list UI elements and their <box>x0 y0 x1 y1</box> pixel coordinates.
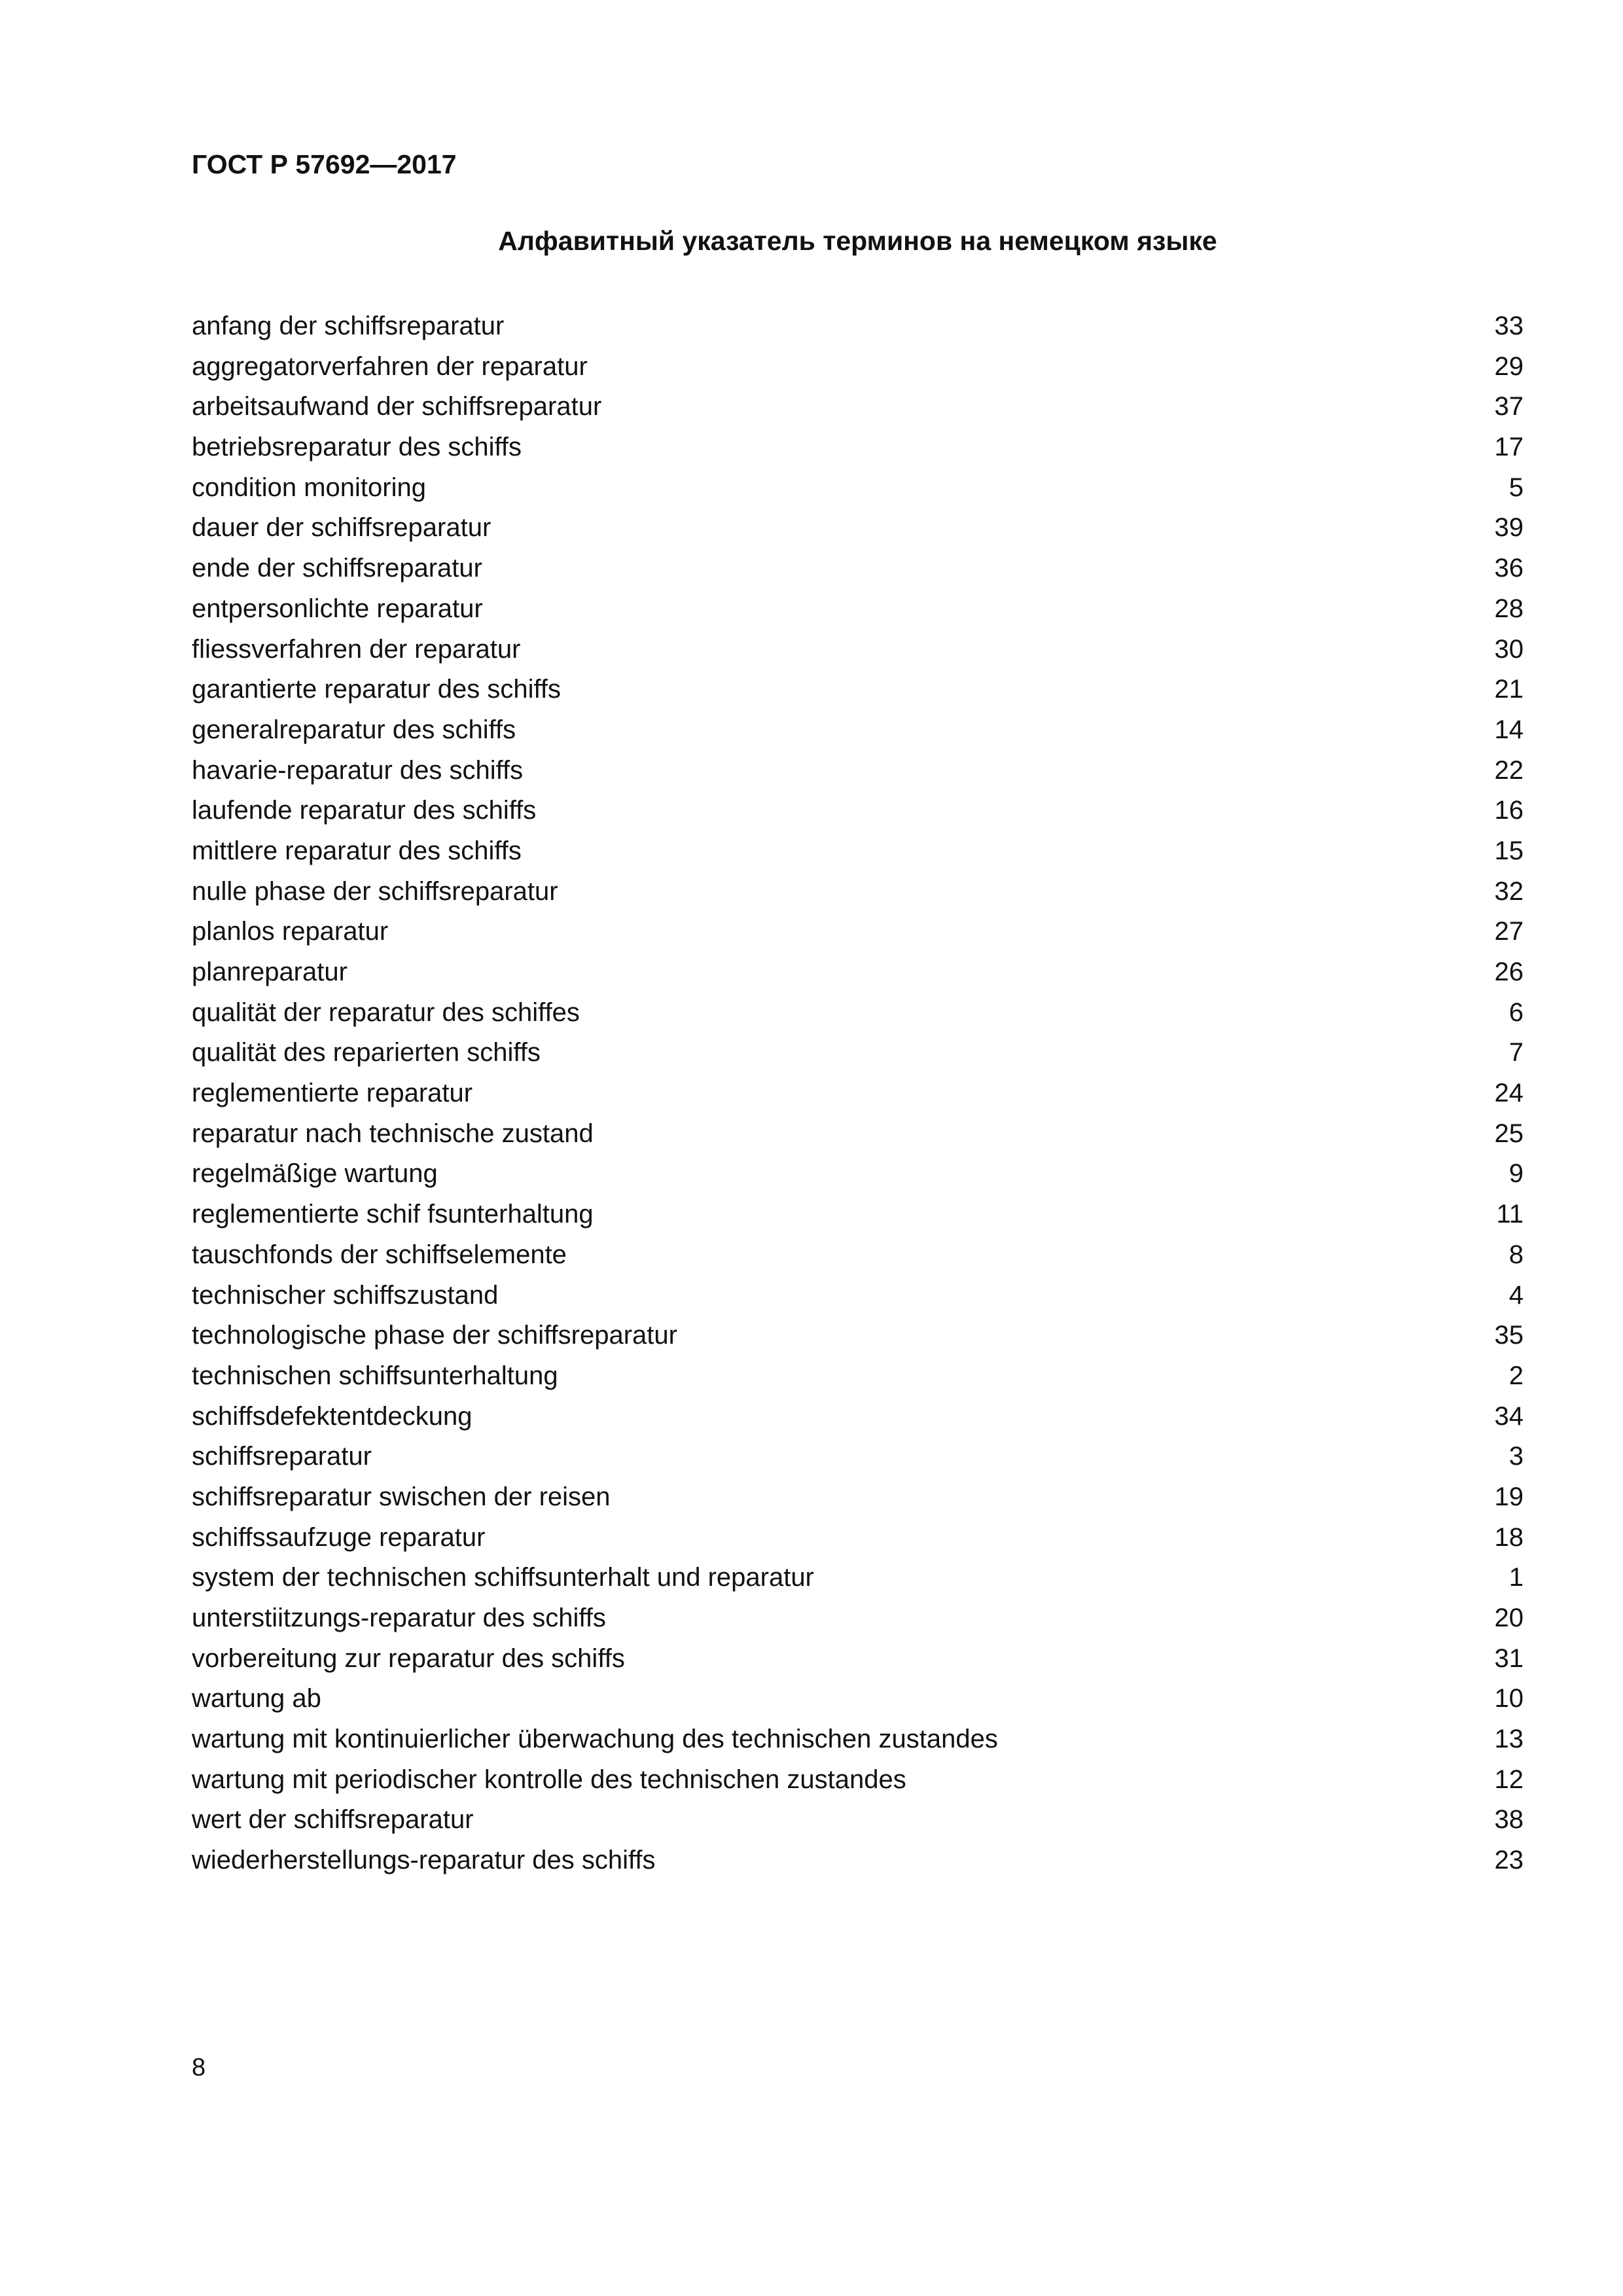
index-entry <box>192 390 1524 431</box>
index-term: reparatur nach technische zustand <box>192 1119 594 1148</box>
index-entry <box>192 1480 1524 1521</box>
index-term: qualität des reparierten schiffs <box>192 1038 541 1067</box>
index-entry <box>192 915 1524 956</box>
index-term-number: 30 <box>1494 634 1524 664</box>
index-term: qualität der reparatur des schiffes <box>192 997 580 1027</box>
index-term: planlos reparatur <box>192 917 389 946</box>
index-entry <box>192 1238 1524 1279</box>
index-entry <box>192 310 1524 350</box>
index-term-number: 6 <box>1508 997 1524 1027</box>
index-term: wartung mit kontinuierlicher überwachung des technischen zustandes <box>192 1725 998 1754</box>
index-term: wartung mit periodischer kontrolle des technischen zustandes <box>192 1765 906 1794</box>
index-entry <box>192 1359 1524 1400</box>
index-term-number: 10 <box>1494 1684 1524 1713</box>
index-term: condition monitoring <box>192 473 426 502</box>
index-term: reglementierte reparatur <box>192 1079 473 1108</box>
index-term: havarie-reparatur des schiffs <box>192 755 524 785</box>
index-term: fliessverfahren der reparatur <box>192 634 521 664</box>
index-term-number: 25 <box>1494 1119 1524 1148</box>
index-term: anfang der schiffsreparatur <box>192 312 505 340</box>
page-number: 8 <box>192 2054 206 2081</box>
index-entry <box>192 1642 1524 1683</box>
index-term-number: 19 <box>1494 1482 1524 1511</box>
index-term-number: 32 <box>1494 876 1524 906</box>
index-entry <box>192 633 1524 673</box>
index-term: betriebsreparatur des schiffs <box>192 433 522 462</box>
index-entry <box>192 431 1524 471</box>
index-term-number: 4 <box>1508 1280 1524 1310</box>
index-term-number: 17 <box>1494 433 1524 462</box>
index-entry <box>192 592 1524 633</box>
index-entry <box>192 834 1524 875</box>
index-term-number: 29 <box>1494 351 1524 381</box>
index-term-number: 9 <box>1508 1159 1524 1189</box>
index-term-number: 24 <box>1494 1079 1524 1108</box>
index-entry <box>192 1844 1524 1884</box>
index-term: entpersonlichte reparatur <box>192 594 483 623</box>
index-term-number: 39 <box>1494 513 1524 543</box>
index-entry <box>192 794 1524 834</box>
index-term-number: 23 <box>1494 1846 1524 1875</box>
page-title: Алфавитный указатель терминов на немецком языке <box>498 226 1217 256</box>
index-entry <box>192 1077 1524 1117</box>
index-term: vorbereitung zur reparatur des schiffs <box>192 1643 625 1673</box>
index-term: ende der schiffsreparatur <box>192 554 482 583</box>
index-term-number: 28 <box>1494 594 1524 623</box>
index-entry <box>192 511 1524 552</box>
index-entry <box>192 673 1524 713</box>
index-term: laufende reparatur des schiffs <box>192 796 537 825</box>
index-entry <box>192 713 1524 754</box>
index-term: unterstiitzungs-reparatur des schiffs <box>192 1604 606 1632</box>
index-term-number: 37 <box>1494 392 1524 422</box>
index-term-number: 26 <box>1494 958 1524 986</box>
index-entry <box>192 1723 1524 1763</box>
index-term: technischer schiffszustand <box>192 1280 499 1310</box>
index-entry <box>192 1198 1524 1238</box>
index-term: wiederherstellungs-reparatur des schiffs <box>192 1846 656 1875</box>
index-term: system der technischen schiffsunterhalt und reparatur <box>192 1563 814 1592</box>
index-term-number: 27 <box>1494 917 1524 946</box>
index-term-number: 11 <box>1496 1200 1524 1229</box>
index-entry <box>192 956 1524 996</box>
index-term: schiffssaufzuge reparatur <box>192 1522 486 1552</box>
index-term-number: 16 <box>1494 796 1524 825</box>
index-term-number: 12 <box>1494 1765 1524 1794</box>
index-term-number: 31 <box>1494 1643 1524 1673</box>
index-entry <box>192 754 1524 795</box>
index-term-number: 38 <box>1494 1805 1524 1835</box>
index-term: tauschfonds der schiffselemente <box>192 1240 567 1269</box>
index-term: aggregatorverfahren der reparatur <box>192 351 588 381</box>
index-term: technischen schiffsunterhaltung <box>192 1361 558 1390</box>
index-entry <box>192 1763 1524 1804</box>
index-term: planreparatur <box>192 958 348 986</box>
index-entry <box>192 1279 1524 1319</box>
index-term-number: 5 <box>1508 473 1524 502</box>
index-term: nulle phase der schiffsreparatur <box>192 876 558 906</box>
index-term: schiffsdefektentdeckung <box>192 1401 473 1431</box>
index-term-number: 7 <box>1508 1038 1524 1067</box>
index-term: schiffsreparatur swischen der reisen <box>192 1482 611 1511</box>
index-entry <box>192 996 1524 1037</box>
index-entry <box>192 1803 1524 1844</box>
index-term-number: 3 <box>1508 1442 1524 1471</box>
index-term-number: 8 <box>1508 1240 1524 1269</box>
index-term: wert der schiffsreparatur <box>192 1805 474 1835</box>
index-entry <box>192 1682 1524 1723</box>
index-term: garantierte reparatur des schiffs <box>192 675 562 704</box>
index-entry <box>192 1157 1524 1198</box>
index-term-number: 20 <box>1494 1604 1524 1632</box>
index-term-number: 13 <box>1494 1725 1524 1754</box>
index-entry <box>192 350 1524 391</box>
index-term-number: 22 <box>1494 755 1524 785</box>
index-term-number: 18 <box>1494 1522 1524 1552</box>
index-term: regelmäßige wartung <box>192 1159 438 1189</box>
index-entry <box>192 1561 1524 1602</box>
index-term-number: 21 <box>1494 675 1524 704</box>
index-entry <box>192 1117 1524 1158</box>
index-term-number: 36 <box>1494 554 1524 583</box>
document-code: ГОСТ Р 57692—2017 <box>192 149 457 179</box>
index-term-number: 15 <box>1494 836 1524 865</box>
index-term-number: 34 <box>1494 1401 1524 1431</box>
index-term-number: 35 <box>1494 1321 1524 1350</box>
index-entry <box>192 471 1524 512</box>
index-term-number: 1 <box>1508 1563 1524 1592</box>
index-term: reglementierte schif fsunterhaltung <box>192 1200 594 1229</box>
index-entry <box>192 1521 1524 1562</box>
index-term: wartung ab <box>192 1684 321 1713</box>
index-term: technologische phase der schiffsreparatur <box>192 1321 677 1350</box>
term-index-list <box>192 310 1524 1884</box>
index-term-number: 2 <box>1508 1361 1524 1390</box>
index-term: arbeitsaufwand der schiffsreparatur <box>192 392 602 422</box>
index-term: mittlere reparatur des schiffs <box>192 836 522 865</box>
index-term: schiffsreparatur <box>192 1442 372 1471</box>
index-entry <box>192 1440 1524 1480</box>
index-entry <box>192 1400 1524 1441</box>
index-term: dauer der schiffsreparatur <box>192 513 491 543</box>
index-entry <box>192 1602 1524 1642</box>
index-entry <box>192 875 1524 916</box>
index-term-number: 14 <box>1494 715 1524 744</box>
index-term: generalreparatur des schiffs <box>192 715 516 744</box>
index-entry <box>192 1036 1524 1077</box>
index-entry <box>192 552 1524 592</box>
index-entry <box>192 1319 1524 1359</box>
index-term-number: 33 <box>1494 312 1524 340</box>
